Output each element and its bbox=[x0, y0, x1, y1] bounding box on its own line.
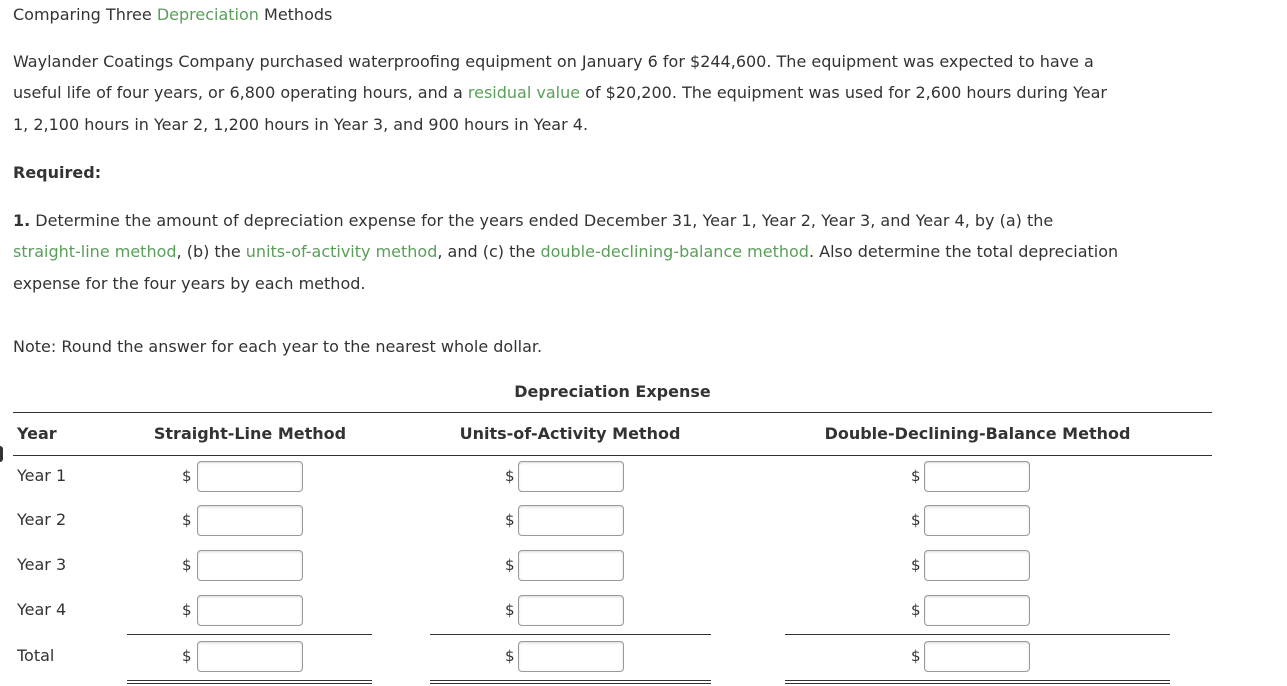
text: , (b) the bbox=[176, 242, 246, 261]
row-label: Total bbox=[17, 646, 55, 665]
straight-line-year-4-input[interactable] bbox=[197, 595, 303, 626]
total-double-line bbox=[430, 680, 711, 684]
divider bbox=[13, 412, 1212, 413]
currency-symbol: $ bbox=[182, 467, 192, 485]
currency-symbol: $ bbox=[182, 511, 192, 529]
text: of $20,200. The equipment was used for 2,600 hours during Year bbox=[580, 83, 1108, 102]
note: Note: Round the answer for each year to the nearest whole dollar. bbox=[13, 337, 543, 356]
text: Determine the amount of depreciation expense for the years ended December 31, Year 1, Year 2, Year 3, and Year 4, by (a) the bbox=[30, 211, 1054, 230]
currency-symbol: $ bbox=[911, 601, 921, 619]
currency-symbol: $ bbox=[505, 601, 515, 619]
straight-line-link[interactable]: straight-line method bbox=[13, 242, 177, 261]
currency-symbol: $ bbox=[505, 511, 515, 529]
currency-symbol: $ bbox=[182, 601, 192, 619]
row-label: Year 3 bbox=[17, 555, 67, 574]
depreciation-link[interactable]: Depreciation bbox=[156, 5, 259, 24]
total-double-line bbox=[785, 680, 1170, 684]
straight-line-total-input[interactable] bbox=[197, 641, 303, 672]
task-line: expense for the four years by each method. bbox=[13, 274, 366, 293]
currency-symbol: $ bbox=[505, 647, 515, 665]
currency-symbol: $ bbox=[182, 556, 192, 574]
title-text: Methods bbox=[258, 5, 333, 24]
text: . Also determine the total depreciation bbox=[808, 242, 1119, 261]
units-of-activity-year-2-input[interactable] bbox=[518, 505, 624, 536]
ddb-total-input[interactable] bbox=[924, 641, 1030, 672]
text: , and (c) the bbox=[437, 242, 541, 261]
task-line bbox=[13, 211, 1053, 231]
straight-line-year-2-input[interactable] bbox=[197, 505, 303, 536]
task-line bbox=[13, 242, 1118, 262]
header-units-of-activity: Units-of-Activity Method bbox=[459, 424, 681, 443]
units-of-activity-total-input[interactable] bbox=[518, 641, 624, 672]
straight-line-year-3-input[interactable] bbox=[197, 550, 303, 581]
problem-line: Waylander Coatings Company purchased waterproofing equipment on January 6 for $244,600. The equipment was expected to have a bbox=[13, 52, 1094, 71]
ddb-year-1-input[interactable] bbox=[924, 461, 1030, 492]
row-label: Year 1 bbox=[17, 466, 67, 485]
units-of-activity-link[interactable]: units-of-activity method bbox=[245, 242, 438, 261]
currency-symbol: $ bbox=[182, 647, 192, 665]
scroll-marker bbox=[0, 446, 3, 462]
problem-line bbox=[13, 83, 1107, 103]
residual-value-link[interactable]: residual value bbox=[467, 83, 581, 102]
divider bbox=[13, 455, 1212, 456]
title-text: Comparing Three bbox=[13, 5, 157, 24]
subtotal-line bbox=[127, 634, 372, 635]
currency-symbol: $ bbox=[505, 556, 515, 574]
units-of-activity-year-3-input[interactable] bbox=[518, 550, 624, 581]
units-of-activity-year-4-input[interactable] bbox=[518, 595, 624, 626]
task-number: 1. bbox=[13, 211, 31, 230]
header-ddb: Double-Declining-Balance Method bbox=[824, 424, 1131, 443]
currency-symbol: $ bbox=[505, 467, 515, 485]
required-label: Required: bbox=[13, 163, 102, 182]
subtotal-line bbox=[785, 634, 1170, 635]
units-of-activity-year-1-input[interactable] bbox=[518, 461, 624, 492]
table-caption: Depreciation Expense bbox=[514, 382, 711, 401]
row-label: Year 2 bbox=[17, 510, 67, 529]
total-double-line bbox=[127, 680, 372, 684]
straight-line-year-1-input[interactable] bbox=[197, 461, 303, 492]
currency-symbol: $ bbox=[911, 467, 921, 485]
header-straight-line: Straight-Line Method bbox=[153, 424, 347, 443]
row-label: Year 4 bbox=[17, 600, 67, 619]
currency-symbol: $ bbox=[911, 556, 921, 574]
currency-symbol: $ bbox=[911, 647, 921, 665]
subtotal-line bbox=[430, 634, 711, 635]
problem-line: 1, 2,100 hours in Year 2, 1,200 hours in Year 3, and 900 hours in Year 4. bbox=[13, 115, 589, 134]
ddb-year-4-input[interactable] bbox=[924, 595, 1030, 626]
page-title bbox=[13, 5, 332, 25]
ddb-year-2-input[interactable] bbox=[924, 505, 1030, 536]
text: useful life of four years, or 6,800 operating hours, and a bbox=[13, 83, 468, 102]
ddb-year-3-input[interactable] bbox=[924, 550, 1030, 581]
header-year: Year bbox=[17, 424, 57, 443]
currency-symbol: $ bbox=[911, 511, 921, 529]
ddb-link[interactable]: double-declining-balance method bbox=[540, 242, 809, 261]
